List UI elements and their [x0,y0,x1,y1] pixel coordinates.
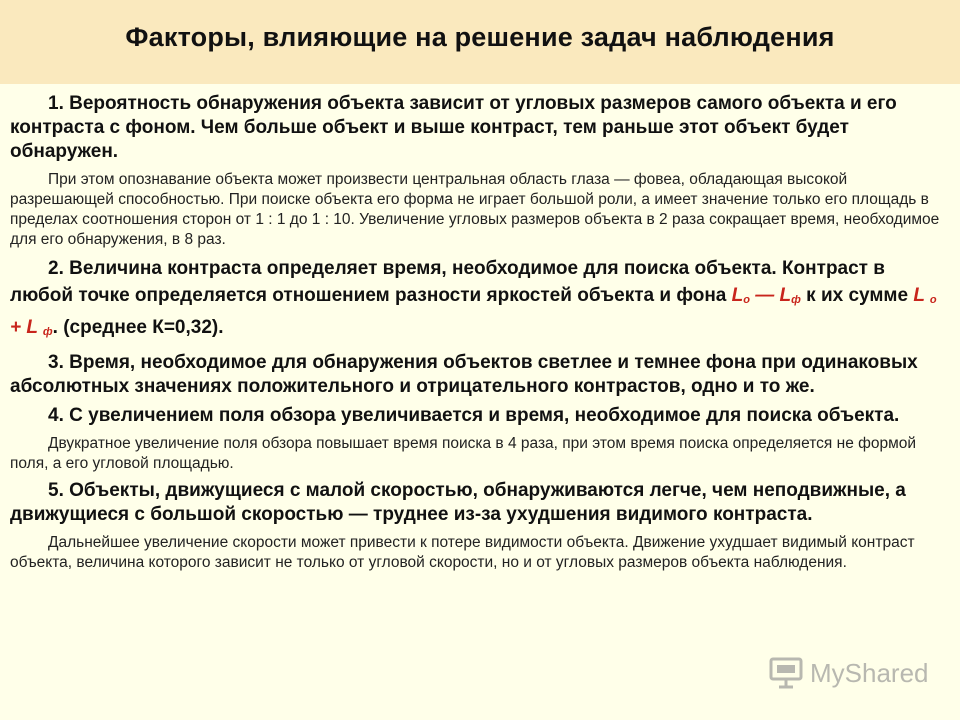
presentation-icon [768,655,804,691]
factor-4: 4. С увеличением поля обзора увеличивается и время, необходимое для поиска объекта. [48,405,900,426]
factor-1: 1. Вероятность обнаружения объекта зависит от угловых размеров самого объекта и его контраста с фоном. Чем больше объект и выше контраст, тем раньше этот объект будет обнаружен. [10,93,897,162]
factor-4-note: Двукратное увеличение поля обзора повышает время поиска в 4 раза, при этом время поиска определяется не формой поля, а его угловой площадью. [10,435,917,472]
factor-2-text-a: 2. Величина контраста определяет время, необходимое для поиска объекта. Контраст в любой точке определяется отношением разности яркостей объекта и фона [10,258,885,306]
factor-2-text-c: . (среднее К=0,32). [52,317,224,338]
watermark [768,655,929,691]
content [10,92,952,573]
factor-2-text-b: к их сумме [800,285,914,306]
dash: — [749,285,780,306]
sum-expression: L о + L ф [10,285,937,338]
factor-5: 5. Объекты, движущиеся с малой скоростью, обнаруживаются легче, чем неподвижные, а движущиеся с большой скоростью — труднее из-за ухудшения видимого контраста. [10,480,906,525]
factor-5-note: Дальнейшее увеличение скорости может привести к потере видимости объекта. Движение ухудшает видимый контраст объекта, величина которого зависит не только от угловой скорости, но и от угловых размеров объекта наблюдения. [10,534,915,571]
factor-3: 3. Время, необходимое для обнаружения объектов светлее и темнее фона при одинаковых абсолютных значениях положительного и отрицательного контрастов, одно и то же. [10,352,918,397]
luminance-object: Lо [731,285,750,306]
factor-2 [10,255,952,346]
page-title: Факторы, влияющие на решение задач наблюдения [125,22,835,52]
watermark-text: MyShared [810,657,929,688]
luminance-background: Lф [779,285,801,306]
factor-1-note: При этом опознавание объекта может произвести центральная область глаза — фовеа, обладающая высокой разрешающей способностью. При поиске объекта его форма не играет большой роли, а имеет значение только его площадь в пределах соотношения сторон от 1 : 1 до 1 : 10. Увеличение угловых размеров объекта в 2 раза сокращает время, необходимое для его обнаружения, в 8 раз. [10,171,940,248]
